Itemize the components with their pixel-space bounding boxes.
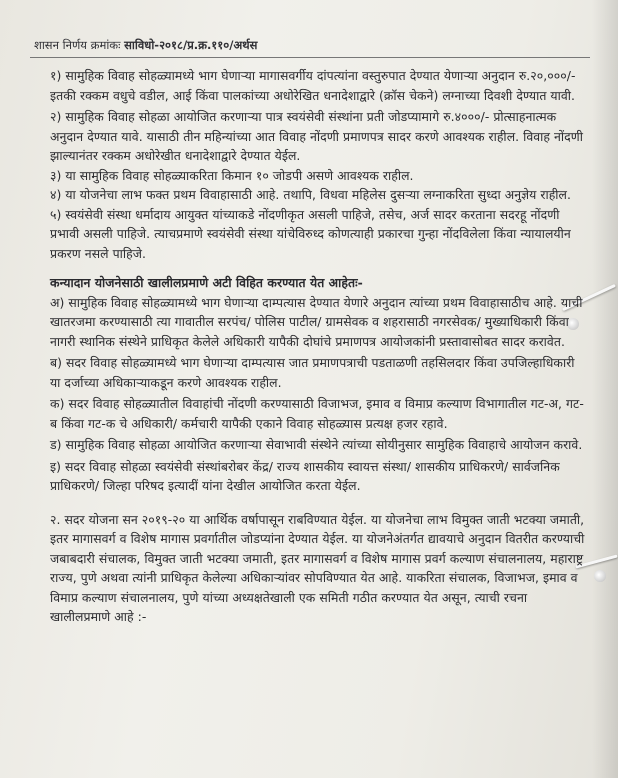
clause-2: २. सदर योजना सन २०१९-२० या आर्थिक वर्षापासून राबविण्यात येईल. या योजनेचा लाभ विमुक्त जाती भटक्या जमाती, इतर मागासवर्ग व विशेष मागास प्रवर्गातील जोडप्यांना देण्यात येईल. या योजनेअंतर्गत द्यावयाचे अनुदान वितरीत करण्याची जबाबदारी संचालक, विमुक्त जाती भटक्या जमाती, इतर मागासवर्ग व विशेष मागास प्रवर्ग कल्याण संचालनालय, महाराष्ट्र राज्य, पुणे अथवा त्यांनी प्राधिकृत केलेल्या अधिकाऱ्यांवर सोपविण्यात येत आहे. याकरिता संचालक, विजाभज, इमाव व विमाप्र कल्याण संचालनालय, पुणे यांच्या अध्यक्षतेखाली एक समिती गठीत करण्यात येत असून, त्याची रचना खालीलप्रमाणे आहे :- bbox=[50, 511, 585, 624]
document-body bbox=[50, 66, 585, 627]
page-edge-shadow bbox=[592, 0, 618, 778]
condition-2: २) सामुहिक विवाह सोहळा आयोजित करणाऱ्या पात्र स्वयंसेवी संस्थांना प्रती जोडप्यामागे रु.४०००/- प्रोत्साहनात्मक अनुदान देण्यात यावे. यासाठी तीन महिन्यांच्या आत विवाह नोंदणी प्रमाणपत्र सादर करणे आवश्यक राहील. विवाह नोंदणी झाल्यानंतर रक्कम अधोरेखीत धनादेशाद्वारे देण्यात येईल. bbox=[50, 109, 584, 163]
condition-b: ब) सदर विवाह सोहळ्यामध्ये भाग घेणाऱ्या दाम्पत्यास जात प्रमाणपत्राची पडताळणी तहसिलदार किंवा उपजिल्हाधिकारी या दर्जाच्या अधिकाऱ्याकडून करणे आवश्यक राहील. bbox=[50, 355, 575, 390]
condition-e: इ) सदर विवाह सोहळा स्वयंसेवी संस्थांबरोबर केंद्र/ राज्य शासकीय स्वायत्त संस्था/ शासकीय प्राधिकरणे/ सार्वजनिक प्राधिकरणे/ जिल्हा परिषद इत्यादीं यांना देखील आयोजित करता येईल. bbox=[50, 458, 560, 493]
condition-a: अ) सामुहिक विवाह सोहळ्यामध्ये भाग घेणाऱ्या दाम्पत्यास देण्यात येणारे अनुदान त्यांच्या प्रथम विवाहासाठीच आहे. याची खातरजमा करण्यासाठी त्या गावातील सरपंच/ पोलिस पाटील/ ग्रामसेवक व शहरासाठी नगरसेवक/ मुख्याधिकारी किंवा नागरी स्थानिक संस्थेने प्राधिकृत केलेले अधिकारी यापैकी दोघांचे प्रमाणपत्र आयोजकांनी प्रस्तावासोबत सादर करावेत. bbox=[50, 294, 583, 349]
header-rule bbox=[30, 57, 590, 58]
condition-4: ४) या योजनेचा लाभ फक्त प्रथम विवाहासाठी आहे. तथापि, विधवा महिलेस दुसऱ्या लग्नाकरिता सुध्दा अनुज्ञेय राहील. bbox=[50, 187, 571, 202]
condition-d: ड) सामुहिक विवाह सोहळा आयोजित करणाऱ्या सेवाभावी संस्थेने त्यांच्या सोयीनुसार सामुहिक विवाहाचे आयोजन करावे. bbox=[50, 437, 583, 452]
header-prefix: शासन निर्णय क्रमांकः bbox=[34, 38, 121, 52]
header-number: साविधो-२०१८/प्र.क्र.११०/अर्थस bbox=[124, 38, 258, 52]
punch-hole bbox=[594, 570, 606, 582]
condition-1: १) सामुहिक विवाह सोहळ्यामध्ये भाग घेणाऱ्या मागासवर्गीय दांपत्यांना वस्तुरुपात देण्यात येणाऱ्या अनुदान रु.२०,०००/- इतकी रक्कम वधुचे वडील, आई किंवा पालकांच्या अधोरेखित धनादेशाद्वारे (क्रॉस चेकने) लग्नाच्या दिवशी देण्यात यावी. bbox=[50, 68, 576, 103]
section-heading: कन्यादान योजनेसाठी खालीलप्रमाणे अटी विहित करण्यात येत आहेतः- bbox=[50, 275, 363, 290]
condition-5: ५) स्वयंसेवी संस्था धर्मादाय आयुक्त यांच्याकडे नोंदणीकृत असली पाहिजे, तसेच, अर्ज सादर करताना सदरहू नोंदणी प्रभावी असली पाहिजे. त्याचप्रमाणे स्वयंसेवी संस्था यांचेविरुध्द कोणत्याही प्रकारचा गुन्हा नोंदविलेला किंवा न्यायालयीन प्रकरण नसले पाहिजे. bbox=[50, 206, 571, 261]
condition-3: ३) या सामुहिक विवाह सोहळ्याकरिता किमान १० जोडपी असणे आवश्यक राहील. bbox=[50, 167, 414, 183]
document-header bbox=[34, 38, 257, 53]
condition-c: क) सदर विवाह सोहळ्यातील विवाहांची नोंदणी करण्यासाठी विजाभज, इमाव व विमाप्र कल्याण विभागातील गट-अ, गट-ब किंवा गट-क चे अधिकारी/ कर्मचारी यापैकी एकाने विवाह सोहळ्यास प्रत्यक्ष हजर रहावे. bbox=[50, 396, 584, 431]
